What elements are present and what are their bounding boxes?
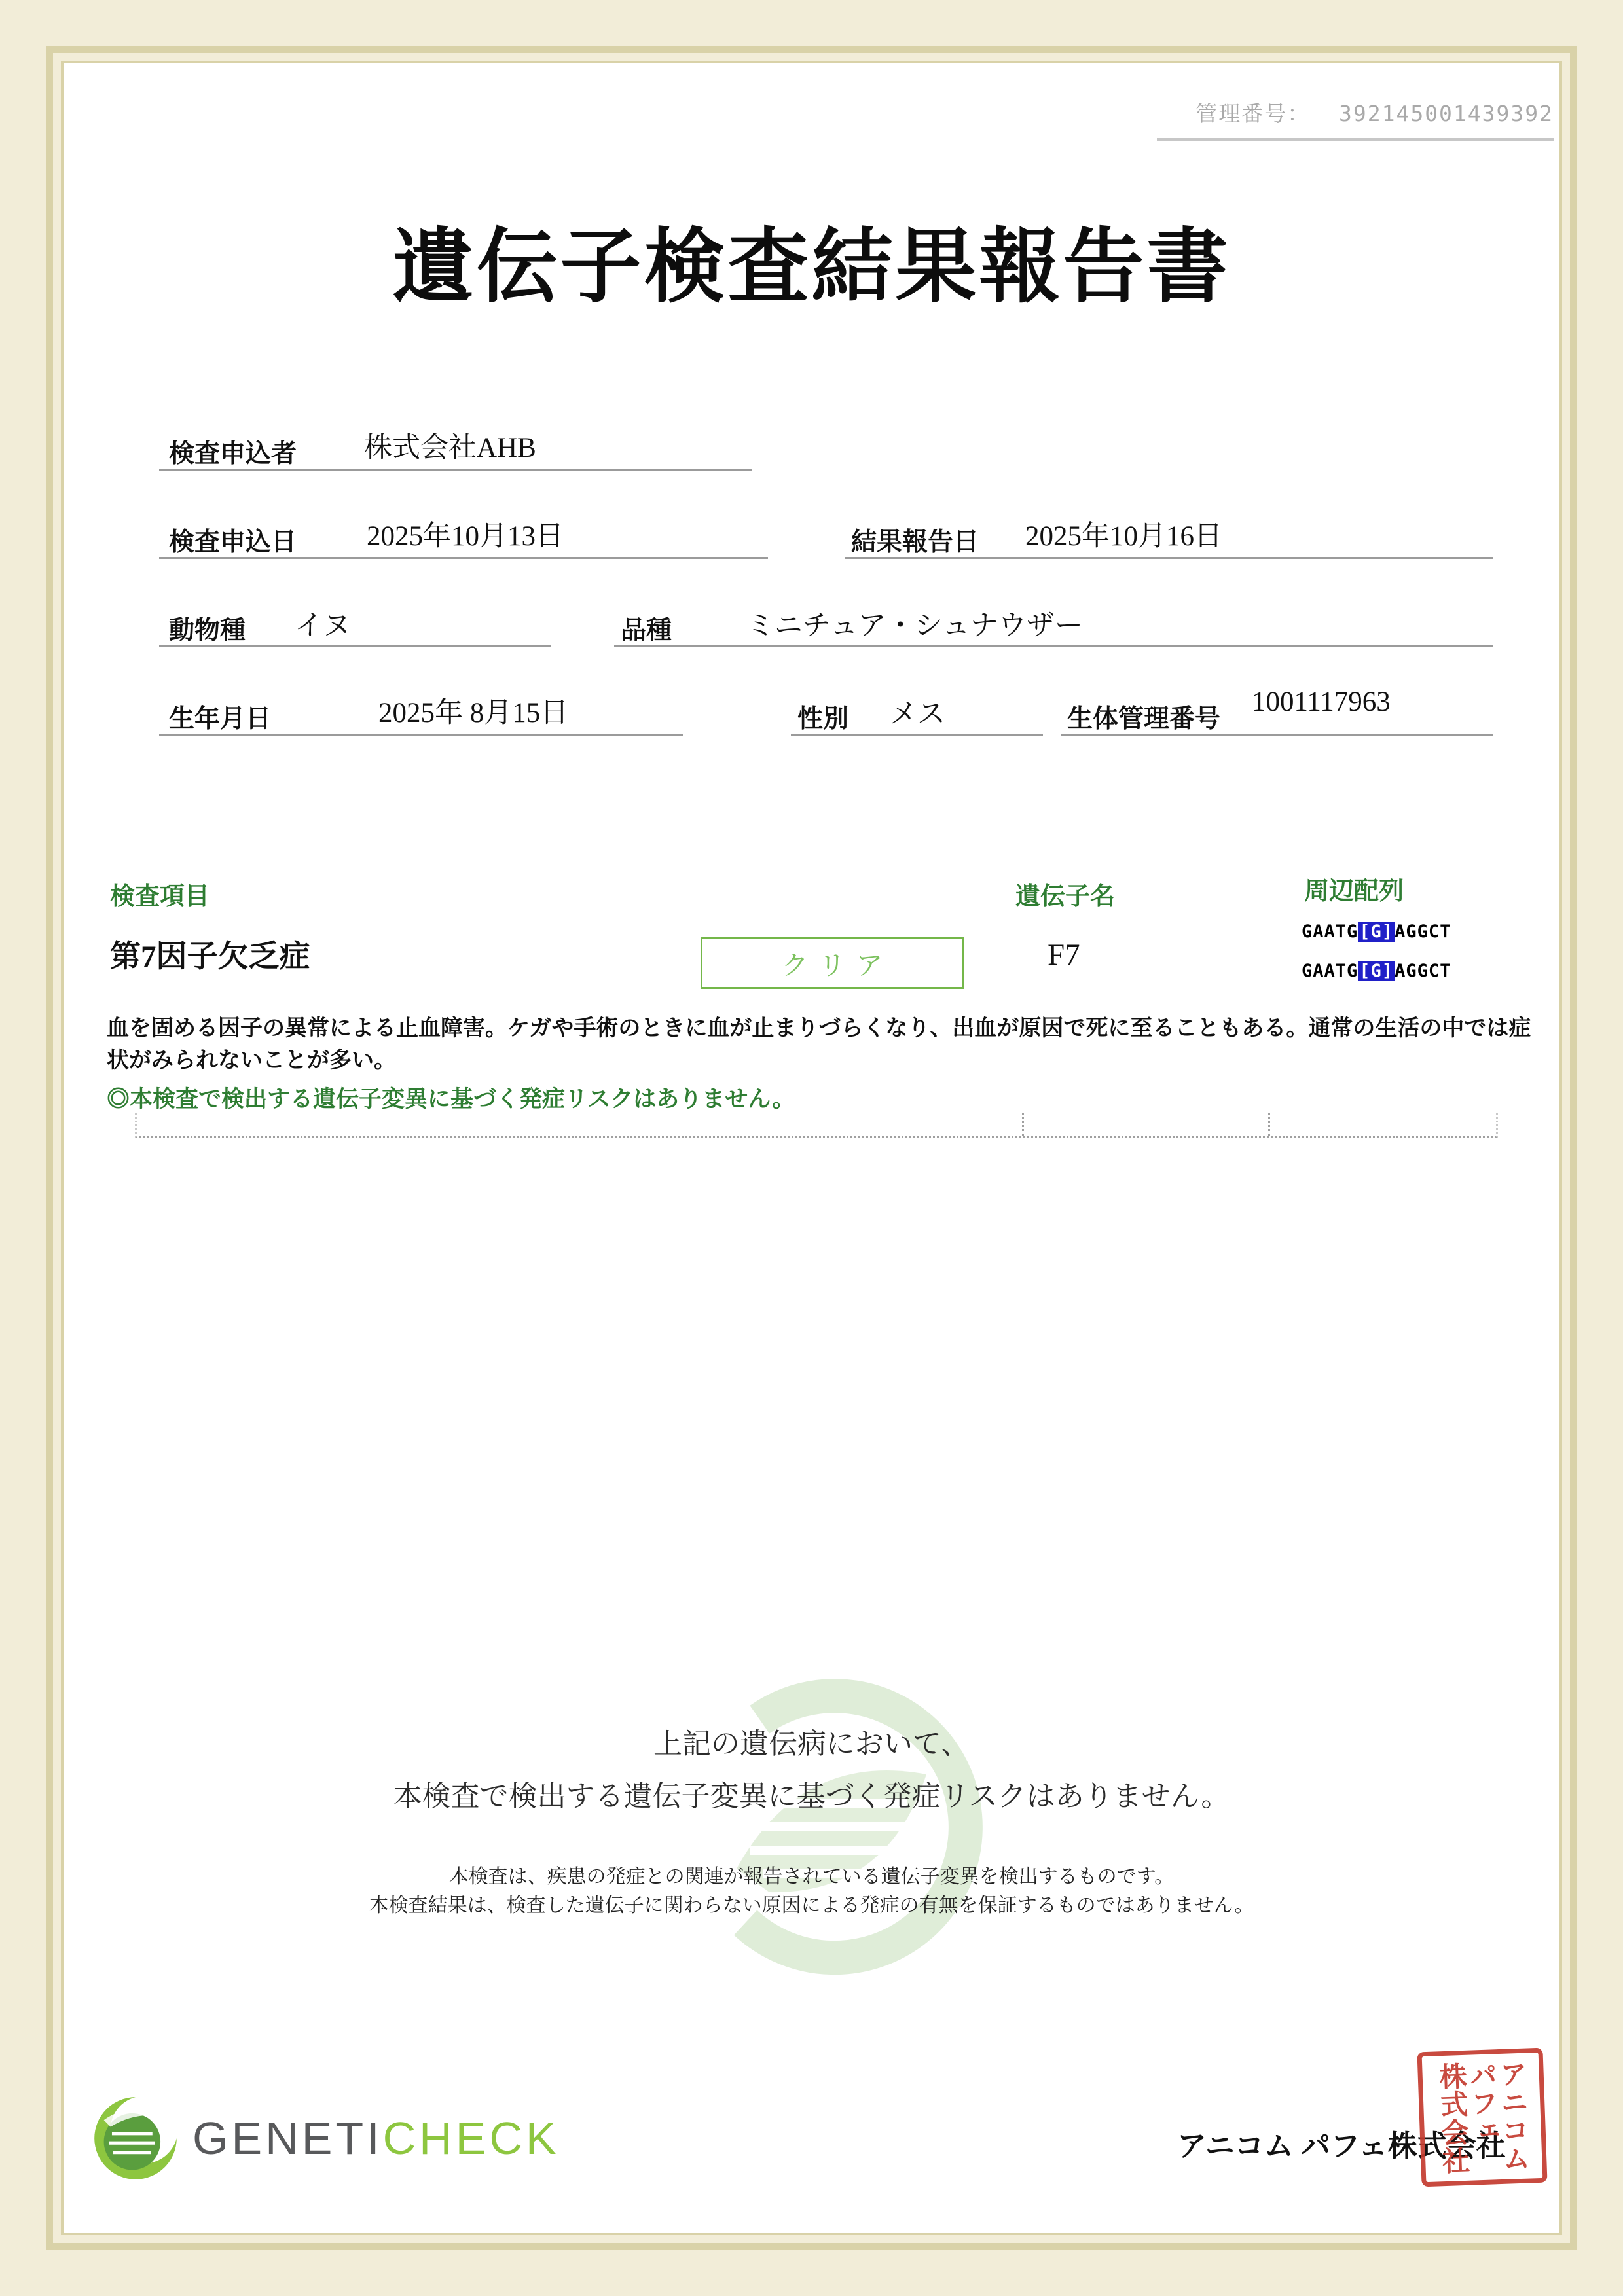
brand-part-geneti: GENETI	[192, 2113, 383, 2164]
geneticheck-logo-icon	[90, 2093, 181, 2183]
summary-note-2: 本検査結果は、検査した遺伝子に関わらない原因による発症の有無を保証するものではありません。	[369, 1894, 1254, 1916]
apply-date-value: 2025年10月13日	[367, 521, 564, 552]
summary-line-1: 上記の遺伝病において、	[653, 1728, 970, 1760]
result-status-box	[701, 937, 964, 989]
applicant-underline	[159, 469, 752, 471]
species-label: 動物種	[169, 617, 246, 645]
disease-name: 第7因子欠乏症	[110, 940, 310, 974]
page-title: 遺伝子検査結果報告書	[392, 223, 1231, 312]
company-seal-stamp	[1417, 2048, 1547, 2187]
sequence-suffix: AGGCT	[1395, 961, 1451, 981]
sequence-prefix: GAATG	[1302, 922, 1359, 942]
report-date-underline	[845, 557, 1493, 559]
sequence-prefix: GAATG	[1302, 961, 1359, 981]
seal-line: パフェ	[1465, 2060, 1499, 2146]
gene-name-header: 遺伝子名	[1015, 883, 1116, 910]
breed-value: ミニチュア・シュナウザー	[746, 611, 1083, 641]
risk-note: ◎本検査で検出する遺伝子変異に基づく発症リスクはありません。	[107, 1086, 795, 1112]
disease-description-block	[107, 1013, 1531, 1114]
management-number-value: 392145001439392	[1338, 101, 1554, 126]
summary-block	[0, 1720, 1623, 1920]
result-status-label: クリア	[781, 950, 894, 980]
species-value: イヌ	[295, 611, 351, 641]
company-name: アニコム パフェ株式会社	[1177, 2130, 1506, 2162]
sequence-header: 周辺配列	[1304, 878, 1404, 905]
test-item-header: 検査項目	[110, 883, 210, 910]
animal-id-value: 1001117963	[1252, 687, 1391, 717]
management-number	[1157, 97, 1554, 141]
sequence-variant: [G]	[1359, 961, 1394, 981]
summary-line-2: 本検査で検出する遺伝子変異に基づく発症リスクはありません。	[393, 1780, 1230, 1812]
applicant-label: 検査申込者	[169, 440, 297, 468]
apply-date-label: 検査申込日	[169, 528, 297, 556]
animal-id-underline	[1061, 734, 1493, 736]
seal-line: アニコム	[1495, 2059, 1530, 2174]
dotted-column-divider	[1022, 1113, 1024, 1136]
geneticheck-wordmark	[192, 2112, 560, 2164]
apply-date-underline	[159, 557, 768, 559]
brand-part-check: CHECK	[382, 2113, 560, 2164]
report-date-value: 2025年10月16日	[1025, 521, 1222, 552]
seal-line: 株式会社	[1434, 2061, 1469, 2176]
animal-id-label: 生体管理番号	[1067, 705, 1221, 733]
report-date-label: 結果報告日	[851, 528, 979, 556]
applicant-value: 株式会社AHB	[364, 433, 536, 463]
dotted-table-row	[135, 1113, 1498, 1138]
geneticheck-brand	[90, 2093, 560, 2183]
sequence-suffix: AGGCT	[1395, 922, 1451, 942]
sex-underline	[791, 734, 1043, 736]
dotted-column-divider	[1268, 1113, 1270, 1136]
sequence-line-1	[1302, 922, 1451, 942]
summary-notes	[0, 1863, 1623, 1920]
disease-description: 血を固める因子の異常による止血障害。ケガや手術のときに血が止まりづらくなり、出血が原因で死に至ることもある。通常の生活の中では症状がみられないことが多い。	[107, 1016, 1531, 1073]
sequence-line-2	[1302, 961, 1451, 981]
summary-note-1: 本検査は、疾患の発症との関連が報告されている遺伝子変異を検出するものです。	[448, 1866, 1175, 1888]
sex-value: メス	[889, 699, 945, 730]
management-number-label: 管理番号：	[1195, 101, 1311, 126]
birth-date-label: 生年月日	[169, 705, 272, 733]
sex-label: 性別	[797, 705, 849, 733]
birth-date-underline	[159, 734, 683, 736]
birth-date-value: 2025年 8月15日	[378, 698, 569, 728]
breed-label: 品種	[621, 617, 672, 645]
company-seal-text	[1435, 2060, 1529, 2176]
sequence-variant: [G]	[1359, 922, 1394, 942]
species-underline	[159, 645, 551, 647]
breed-underline	[614, 645, 1493, 647]
gene-name-value: F7	[1048, 938, 1080, 972]
